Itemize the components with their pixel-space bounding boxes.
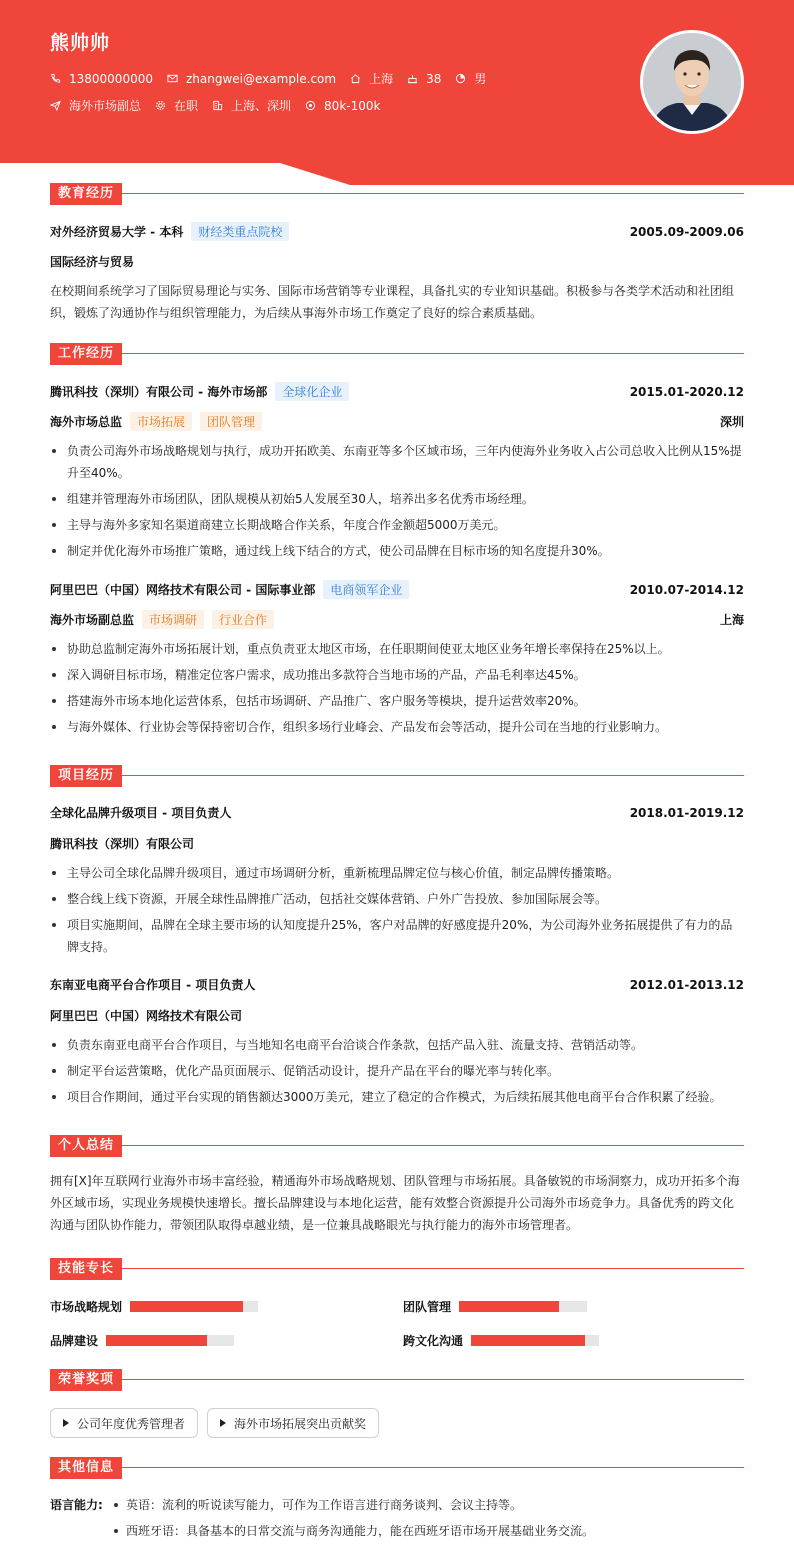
section-divider xyxy=(50,1145,744,1146)
list-item: 整合线上线下资源，开展全球性品牌推广活动，包括社交媒体营销、户外广告投放、参加国际展会等。 xyxy=(50,888,744,910)
phone-item xyxy=(50,72,153,86)
education-description: 在校期间系统学习了国际贸易理论与实务、国际市场营销等专业课程，具备扎实的专业知识基础。积极参与各类学术活动和社团组织，锻炼了沟通协作与组织管理能力，为后续从事海外市场工作奠定了良好的综合素质基础。 xyxy=(50,284,735,320)
job-bullets xyxy=(50,440,744,566)
skill-tag: 行业合作 xyxy=(212,610,274,629)
award-label: 公司年度优秀管理者 xyxy=(77,1416,186,1431)
skill-item xyxy=(50,1298,258,1315)
award-chip xyxy=(207,1408,379,1438)
salary-item xyxy=(305,99,380,113)
job-location: 上海 xyxy=(719,613,744,627)
company-name: 阿里巴巴（中国）网络技术有限公司 - 国际事业部 xyxy=(50,583,316,597)
skills-section xyxy=(50,1258,744,1353)
job-role: 海外市场总监 xyxy=(50,415,123,429)
section-title: 教育经历 xyxy=(50,183,122,205)
award-label: 海外市场拓展突出贡献奖 xyxy=(234,1416,367,1431)
education-major: 国际经济与贸易 xyxy=(50,255,135,269)
job-location: 深圳 xyxy=(719,415,744,429)
list-item: 项目实施期间，品牌在全球主要市场的认知度提升25%，客户对品牌的好感度提升20%，为公司海外业务拓展提供了有力的品牌支持。 xyxy=(50,914,744,958)
section-divider xyxy=(50,1379,744,1380)
candidate-name: 熊帅帅 xyxy=(50,32,111,54)
list-item: 与海外媒体、行业协会等保持密切合作，组织多场行业峰会、产品发布会等活动，提升公司在当地的行业影响力。 xyxy=(50,716,744,738)
skill-name: 品牌建设 xyxy=(50,1334,99,1348)
send-icon xyxy=(50,100,61,111)
job-role-row xyxy=(50,412,744,431)
position-text: 海外市场副总 xyxy=(69,99,142,113)
education-date: 2005.09-2009.06 xyxy=(629,224,744,239)
section-header xyxy=(50,765,744,787)
status-text: 在职 xyxy=(174,99,199,113)
skill-fill xyxy=(106,1335,207,1346)
list-item: 制定并优化海外市场推广策略，通过线上线下结合的方式，使公司品牌在目标市场的知名度提升30%。 xyxy=(50,540,744,562)
section-divider xyxy=(50,1268,744,1269)
project-company: 阿里巴巴（中国）网络技术有限公司 xyxy=(50,1009,243,1023)
list-item: 协助总监制定海外市场拓展计划，重点负责亚太地区市场，在任职期间使亚太地区业务年增长率保持在25%以上。 xyxy=(50,638,744,660)
target-city-text: 上海、深圳 xyxy=(231,99,292,113)
section-divider xyxy=(50,353,744,354)
city-text: 上海 xyxy=(369,72,394,86)
project-bullets xyxy=(50,1034,744,1112)
email-text: zhangwei@example.com xyxy=(185,71,337,86)
project-name: 全球化品牌升级项目 - 项目负责人 xyxy=(50,806,232,820)
section-title: 其他信息 xyxy=(50,1457,122,1479)
resume-header xyxy=(0,0,794,185)
gear-icon xyxy=(155,100,166,111)
school-tag: 财经类重点院校 xyxy=(191,222,289,241)
section-header xyxy=(50,1457,744,1479)
section-divider xyxy=(50,193,744,194)
phone-text: 13800000000 xyxy=(69,71,153,86)
section-title: 技能专长 xyxy=(50,1258,122,1280)
awards-list xyxy=(50,1408,744,1440)
education-section xyxy=(50,183,744,323)
email-item xyxy=(167,72,336,86)
job-bullets xyxy=(50,638,744,742)
list-item: 主导与海外多家知名渠道商建立长期战略合作关系，年度合作金额超5000万美元。 xyxy=(50,514,744,536)
project-bullets xyxy=(50,862,744,962)
language-list xyxy=(112,1495,594,1547)
gender-item xyxy=(455,70,486,87)
status-item xyxy=(155,97,198,114)
section-header xyxy=(50,183,744,205)
list-item: 组建并管理海外市场团队，团队规模从初始5人发展至30人，培养出多名优秀市场经理。 xyxy=(50,488,744,510)
gender-text: 男 xyxy=(474,72,487,86)
company-tag: 全球化企业 xyxy=(275,382,349,401)
job-role: 海外市场副总监 xyxy=(50,613,135,627)
projects-section xyxy=(50,765,744,1115)
skill-fill xyxy=(471,1335,585,1346)
skill-name: 市场战略规划 xyxy=(50,1300,123,1314)
phone-icon xyxy=(50,73,61,84)
skill-tag: 团队管理 xyxy=(200,412,262,431)
skill-item xyxy=(403,1332,599,1349)
salary-text: 80k-100k xyxy=(324,98,381,113)
skill-item xyxy=(50,1332,234,1349)
section-title: 工作经历 xyxy=(50,343,122,365)
play-icon xyxy=(220,1419,226,1427)
section-header xyxy=(50,343,744,365)
skill-item xyxy=(403,1298,587,1315)
section-divider xyxy=(50,775,744,776)
skill-tag: 市场调研 xyxy=(142,610,204,629)
project-date: 2018.01-2019.12 xyxy=(629,805,744,820)
job-company-row xyxy=(50,580,744,599)
cake-icon xyxy=(407,73,418,84)
city-item xyxy=(350,70,393,87)
list-item: 负责东南亚电商平台合作项目，与当地知名电商平台洽谈合作条款，包括产品入驻、流量支持、营销活动等。 xyxy=(50,1034,744,1056)
skill-name: 跨文化沟通 xyxy=(403,1334,464,1348)
section-title: 个人总结 xyxy=(50,1135,122,1157)
skill-fill xyxy=(459,1301,559,1312)
list-item: 主导公司全球化品牌升级项目，通过市场调研分析，重新梳理品牌定位与核心价值，制定品牌传播策略。 xyxy=(50,862,744,884)
job-company-row xyxy=(50,382,744,401)
section-title: 项目经历 xyxy=(50,765,122,787)
school-name: 对外经济贸易大学 - 本科 xyxy=(50,225,184,239)
project-name: 东南亚电商平台合作项目 - 项目负责人 xyxy=(50,978,256,992)
list-item: 英语：流利的听说读写能力，可作为工作语言进行商务谈判、会议主持等。 xyxy=(112,1495,594,1515)
coin-icon xyxy=(305,100,316,111)
play-icon xyxy=(63,1419,69,1427)
summary-section xyxy=(50,1135,744,1245)
project-title-row xyxy=(50,976,744,993)
email-icon xyxy=(167,73,178,84)
list-item: 制定平台运营策略，优化产品页面展示、促销活动设计，提升产品在平台的曝光率与转化率。 xyxy=(50,1060,744,1082)
avatar-portrait xyxy=(643,33,741,131)
home-icon xyxy=(350,73,361,84)
skill-bar xyxy=(471,1335,599,1346)
award-chip xyxy=(50,1408,198,1438)
section-header xyxy=(50,1135,744,1157)
list-item: 深入调研目标市场，精准定位客户需求，成功推出多款符合当地市场的产品，产品毛利率达45%。 xyxy=(50,664,744,686)
list-item: 西班牙语：具备基本的日常交流与商务沟通能力，能在西班牙语市场开展基础业务交流。 xyxy=(112,1521,594,1541)
skill-bar xyxy=(106,1335,234,1346)
target-city-item xyxy=(212,97,291,114)
company-name: 腾讯科技（深圳）有限公司 - 海外市场部 xyxy=(50,385,268,399)
job-date: 2015.01-2020.12 xyxy=(629,384,744,399)
age-text: 38 xyxy=(426,71,442,86)
summary-text: 拥有[X]年互联网行业海外市场丰富经验，精通海外市场战略规划、团队管理与市场拓展。具备敏锐的市场洞察力，成功开拓多个海外区域市场，实现业务规模快速增长。擅长品牌建设与本地化运营，能有效整合资源提升公司海外市场竞争力。具备优秀的跨文化沟通与团队协作能力，带领团队取得卓越业绩，是一位兼具战略眼光与执行能力的海外市场管理者。 xyxy=(50,1174,740,1232)
other-section xyxy=(50,1457,744,1557)
awards-section xyxy=(50,1369,744,1441)
section-header xyxy=(50,1258,744,1280)
position-item xyxy=(50,97,141,114)
contact-row xyxy=(50,70,500,87)
building-icon xyxy=(212,100,223,111)
section-divider xyxy=(50,1467,744,1468)
age-item xyxy=(407,72,441,86)
list-item: 项目合作期间，通过平台实现的销售额达3000万美元，建立了稳定的合作模式，为后续拓展其他电商平台合作积累了经验。 xyxy=(50,1086,744,1108)
job-role-row xyxy=(50,610,744,629)
skill-tag: 市场拓展 xyxy=(130,412,192,431)
skill-bar xyxy=(459,1301,587,1312)
company-tag: 电商领军企业 xyxy=(323,580,409,599)
skill-fill xyxy=(130,1301,243,1312)
list-item: 搭建海外市场本地化运营体系，包括市场调研、产品推广、客户服务等模块，提升运营效率20%。 xyxy=(50,690,744,712)
section-title: 荣誉奖项 xyxy=(50,1369,122,1391)
section-header xyxy=(50,1369,744,1391)
language-label: 语言能力: xyxy=(50,1498,103,1512)
work-section xyxy=(50,343,744,743)
list-item: 负责公司海外市场战略规划与执行，成功开拓欧美、东南亚等多个区域市场，三年内使海外业务收入占公司总收入比例从15%提升至40%。 xyxy=(50,440,744,484)
avatar xyxy=(640,30,744,134)
skill-name: 团队管理 xyxy=(403,1300,452,1314)
skill-bar xyxy=(130,1301,258,1312)
project-company: 腾讯科技（深圳）有限公司 xyxy=(50,837,195,851)
project-title-row xyxy=(50,804,744,821)
intent-row xyxy=(50,97,394,114)
project-date: 2012.01-2013.12 xyxy=(629,977,744,992)
gender-icon xyxy=(455,73,466,84)
education-school-row xyxy=(50,222,744,241)
job-date: 2010.07-2014.12 xyxy=(629,582,744,597)
